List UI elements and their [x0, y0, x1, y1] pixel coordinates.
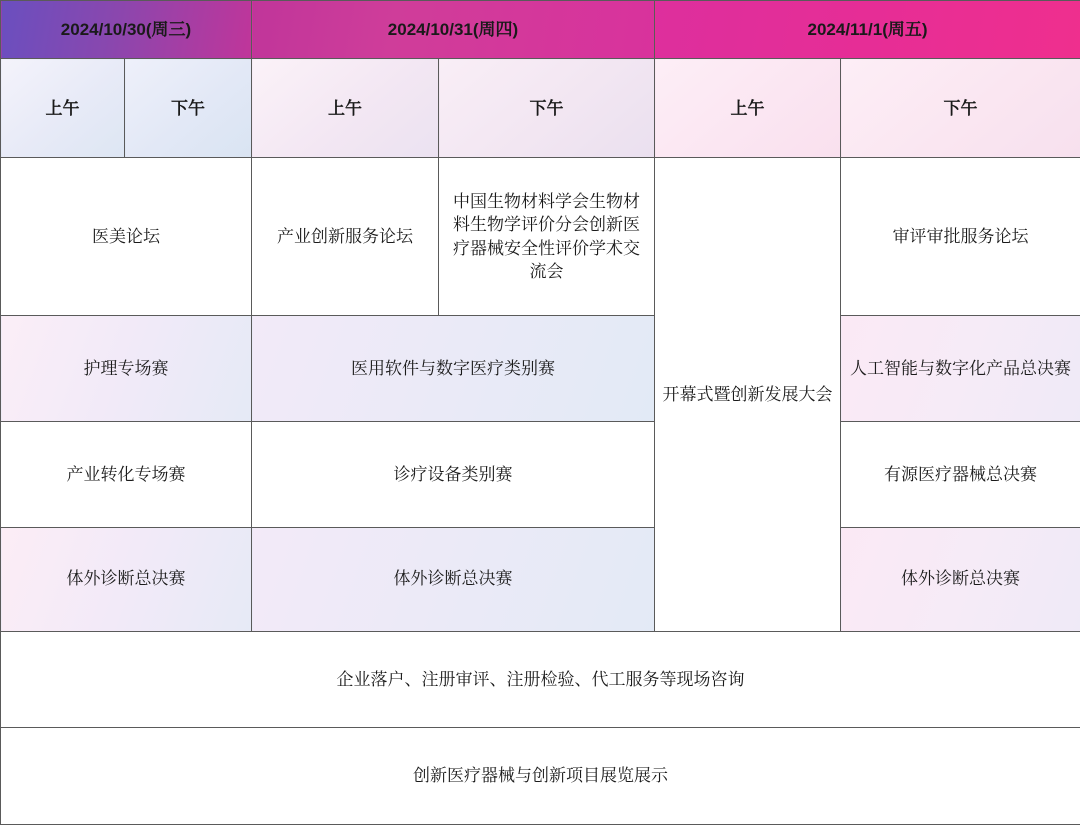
session-exhibition: 创新医疗器械与创新项目展览展示 [1, 728, 1080, 825]
session-industry-innovation-forum: 产业创新服务论坛 [252, 158, 439, 316]
slot-header-fri-afternoon: 下午 [841, 59, 1080, 158]
slot-header-fri-morning: 上午 [655, 59, 841, 158]
session-biomaterials-academic-exchange: 中国生物材料学会生物材料生物学评价分会创新医疗器械安全性评价学术交流会 [439, 158, 655, 316]
table-row [1, 527, 1080, 631]
session-medical-software-competition: 医用软件与数字医疗类别赛 [252, 316, 655, 422]
session-active-medical-devices-final: 有源医疗器械总决赛 [841, 422, 1080, 528]
date-header-fri: 2024/11/1(周五) [655, 1, 1080, 59]
table-header-row [1, 1, 1080, 59]
session-ivd-final-wed: 体外诊断总决赛 [1, 527, 252, 631]
session-review-approval-forum: 审评审批服务论坛 [841, 158, 1080, 316]
slot-header-thu-morning: 上午 [252, 59, 439, 158]
table-row [1, 631, 1080, 728]
slot-header-wed-morning: 上午 [1, 59, 125, 158]
session-onsite-consultation: 企业落户、注册审评、注册检验、代工服务等现场咨询 [1, 631, 1080, 728]
session-medical-aesthetics-forum: 医美论坛 [1, 158, 252, 316]
table-subheader-row [1, 59, 1080, 158]
session-ai-digital-products-final: 人工智能与数字化产品总决赛 [841, 316, 1080, 422]
date-header-thu: 2024/10/31(周四) [252, 1, 655, 59]
session-nursing-special-competition: 护理专场赛 [1, 316, 252, 422]
session-industry-transformation-competition: 产业转化专场赛 [1, 422, 252, 528]
session-ivd-final-fri: 体外诊断总决赛 [841, 527, 1080, 631]
table-row [1, 158, 1080, 316]
slot-header-wed-afternoon: 下午 [125, 59, 252, 158]
table-row [1, 316, 1080, 422]
session-diagnostic-equipment-competition: 诊疗设备类别赛 [252, 422, 655, 528]
table-row [1, 728, 1080, 825]
table-row [1, 422, 1080, 528]
slot-header-thu-afternoon: 下午 [439, 59, 655, 158]
session-ivd-final-thu: 体外诊断总决赛 [252, 527, 655, 631]
session-opening-ceremony: 开幕式暨创新发展大会 [655, 158, 841, 631]
date-header-wed: 2024/10/30(周三) [1, 1, 252, 59]
